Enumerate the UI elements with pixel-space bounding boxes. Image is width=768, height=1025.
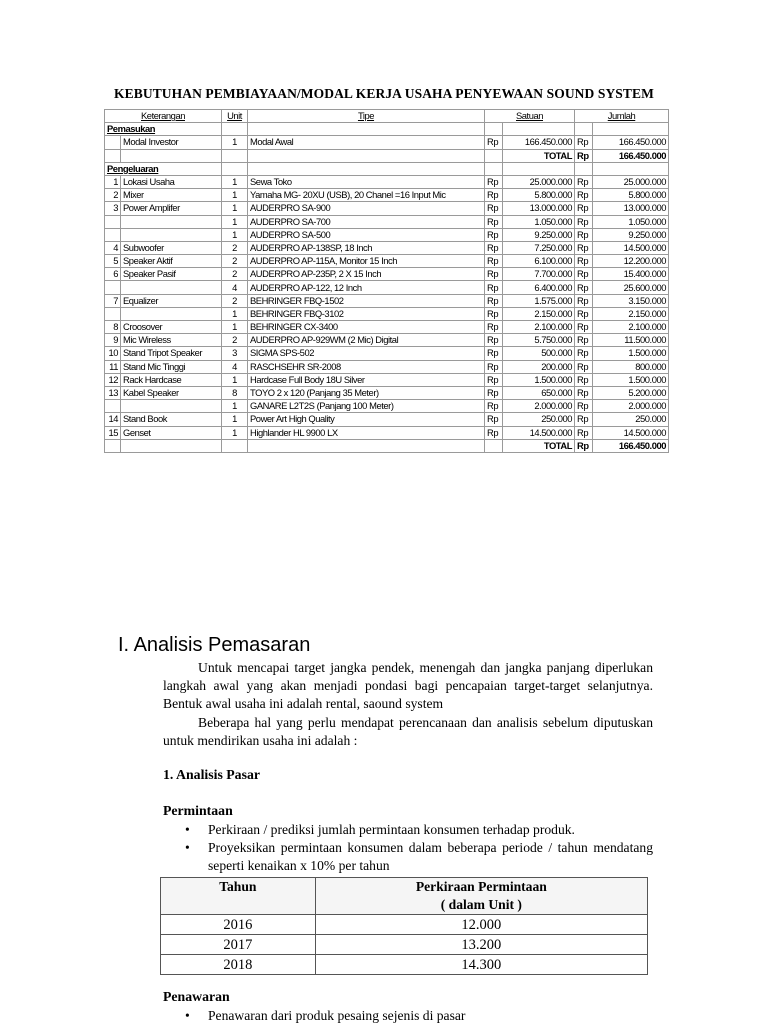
cell-rp: Rp (575, 281, 593, 294)
budget-table (104, 109, 669, 453)
list-item: • Proyeksikan permintaan konsumen dalam beberapa periode / tahun mendatang seperti kenaikan x 10% per tahun (185, 840, 653, 873)
cell-rp: Rp (575, 228, 593, 241)
cell-rp: Rp (575, 360, 593, 373)
cell-no: 8 (105, 321, 121, 334)
planning-paragraph: Beberapa hal yang perlu mendapat perencanaan dan analisis sebelum diputuskan untuk mendirikan usaha ini adalah : (163, 715, 653, 748)
cell-tipe: Power Art High Quality (248, 413, 485, 426)
cell-rp: Rp (485, 360, 503, 373)
subheading-analisis-pasar: 1. Analisis Pasar (163, 767, 260, 782)
pengeluaran-label-row (105, 162, 669, 175)
cell-rp: Rp (485, 189, 503, 202)
cell-rp: Rp (485, 400, 503, 413)
cell-rp: Rp (575, 202, 593, 215)
cell-jumlah: 1.050.000 (593, 215, 669, 228)
cell-rp: Rp (485, 294, 503, 307)
cell-rp: Rp (485, 215, 503, 228)
cell-no: 12 (105, 373, 121, 386)
cell-jumlah: 25.000.000 (593, 175, 669, 188)
cell-rp: Rp (485, 334, 503, 347)
cell-jumlah: 11.500.000 (593, 334, 669, 347)
cell-no: 6 (105, 268, 121, 281)
cell-satuan: 7.700.000 (503, 268, 575, 281)
cell-tipe: BEHRINGER FBQ-1502 (248, 294, 485, 307)
cell-satuan: 500.000 (503, 347, 575, 360)
header-jumlah: Jumlah (575, 110, 669, 123)
cell-satuan: 7.250.000 (503, 241, 575, 254)
cell-unit: 3 (222, 347, 248, 360)
cell-no: 9 (105, 334, 121, 347)
pemasukan-row (105, 136, 669, 149)
cell-rp: Rp (485, 268, 503, 281)
table-row (105, 215, 669, 228)
cell-rp: Rp (575, 136, 593, 149)
cell-rp: Rp (485, 136, 503, 149)
header-satuan: Satuan (485, 110, 575, 123)
cell-tipe: AUDERPRO AP-138SP, 18 Inch (248, 241, 485, 254)
cell-tipe: AUDERPRO SA-700 (248, 215, 485, 228)
cell-rp: Rp (575, 321, 593, 334)
header-perkiraan: Perkiraan Permintaan ( dalam Unit ) (315, 878, 647, 915)
cell-ket: Mixer (121, 189, 222, 202)
section-heading: I. Analisis Pemasaran (118, 634, 311, 656)
cell-unit: 1 (222, 373, 248, 386)
cell-jumlah: 5.800.000 (593, 189, 669, 202)
cell-satuan: 5.750.000 (503, 334, 575, 347)
cell-ket: Stand Mic Tinggi (121, 360, 222, 373)
cell-ket: Subwoofer (121, 241, 222, 254)
cell-no: 4 (105, 241, 121, 254)
cell-satuan: 13.000.000 (503, 202, 575, 215)
cell-rp: Rp (485, 255, 503, 268)
total-rp: Rp (575, 149, 593, 162)
cell-ket: Rack Hardcase (121, 373, 222, 386)
cell-rp: Rp (575, 386, 593, 399)
cell-unit: 4 (222, 360, 248, 373)
cell-ket: Stand Book (121, 413, 222, 426)
cell-unit: 1 (222, 228, 248, 241)
cell-ket: Speaker Aktif (121, 255, 222, 268)
cell-jumlah: 166.450.000 (593, 136, 669, 149)
cell-no (105, 400, 121, 413)
table-row (105, 321, 669, 334)
table-row (105, 268, 669, 281)
cell-unit: 1 (222, 175, 248, 188)
cell-ket (121, 307, 222, 320)
cell-rp: Rp (485, 373, 503, 386)
table-row (161, 935, 648, 955)
cell-rp: Rp (485, 307, 503, 320)
total-label: TOTAL (503, 439, 575, 452)
cell-satuan: 1.500.000 (503, 373, 575, 386)
cell-no (105, 281, 121, 294)
cell-rp: Rp (485, 321, 503, 334)
cell-jumlah: 14.500.000 (593, 241, 669, 254)
cell-rp: Rp (575, 307, 593, 320)
cell-satuan: 14.500.000 (503, 426, 575, 439)
table-row (105, 426, 669, 439)
cell-rp: Rp (485, 202, 503, 215)
cell-tipe: AUDERPRO SA-500 (248, 228, 485, 241)
cell-rp: Rp (575, 255, 593, 268)
cell-ket: Croosover (121, 321, 222, 334)
cell-jumlah: 2.100.000 (593, 321, 669, 334)
table-row (105, 294, 669, 307)
cell-year: 2016 (161, 915, 316, 935)
cell-tipe: AUDERPRO AP-929WM (2 Mic) Digital (248, 334, 485, 347)
header-keterangan: Keterangan (105, 110, 222, 123)
cell-jumlah: 3.150.000 (593, 294, 669, 307)
cell-no: 1 (105, 175, 121, 188)
cell-tipe: AUDERPRO AP-122, 12 Inch (248, 281, 485, 294)
header-unit: Unit (222, 110, 248, 123)
bullet-icon: • (185, 840, 190, 855)
cell-satuan: 1.575.000 (503, 294, 575, 307)
cell-satuan: 6.100.000 (503, 255, 575, 268)
cell-no: 14 (105, 413, 121, 426)
cell-unit: 1 (222, 321, 248, 334)
cell-rp: Rp (575, 400, 593, 413)
cell-rp: Rp (485, 426, 503, 439)
cell-tipe: AUDERPRO AP-235P, 2 X 15 Inch (248, 268, 485, 281)
table-row (105, 241, 669, 254)
cell-tipe: Yamaha MG- 20XU (USB), 20 Chanel =16 Input Mic (248, 189, 485, 202)
cell-unit: 1 (222, 413, 248, 426)
cell-rp: Rp (575, 413, 593, 426)
subheading-penawaran: Penawaran (163, 989, 230, 1004)
cell-unit: 1 (222, 136, 248, 149)
cell-no: 10 (105, 347, 121, 360)
pengeluaran-label: Pengeluaran (105, 162, 222, 175)
total-value: 166.450.000 (593, 149, 669, 162)
demand-table (160, 877, 648, 975)
cell-unit: 8 (222, 386, 248, 399)
cell-satuan: 2.000.000 (503, 400, 575, 413)
bullet-icon: • (185, 822, 190, 837)
cell-no: 7 (105, 294, 121, 307)
cell-rp: Rp (575, 189, 593, 202)
cell-satuan: 1.050.000 (503, 215, 575, 228)
cell-rp: Rp (485, 386, 503, 399)
cell-ket (121, 228, 222, 241)
cell-tipe: BEHRINGER FBQ-3102 (248, 307, 485, 320)
cell-ket: Stand Tripot Speaker (121, 347, 222, 360)
cell-rp: Rp (575, 294, 593, 307)
cell-satuan: 200.000 (503, 360, 575, 373)
cell-no: 13 (105, 386, 121, 399)
header-tipe: Tipe (248, 110, 485, 123)
cell-rp: Rp (485, 281, 503, 294)
cell-unit: 2 (222, 294, 248, 307)
cell-jumlah: 5.200.000 (593, 386, 669, 399)
cell-tipe: Sewa Toko (248, 175, 485, 188)
cell-jumlah: 2.150.000 (593, 307, 669, 320)
cell-tipe: RASCHSEHR SR-2008 (248, 360, 485, 373)
cell-satuan: 6.400.000 (503, 281, 575, 294)
document-title: KEBUTUHAN PEMBIAYAAN/MODAL KERJA USAHA PENYEWAAN SOUND SYSTEM (114, 86, 654, 101)
table-row (105, 175, 669, 188)
cell-unit: 2 (222, 268, 248, 281)
pengeluaran-total-row (105, 439, 669, 452)
list-item: • Perkiraan / prediksi jumlah permintaan konsumen terhadap produk. (185, 822, 575, 837)
cell-no: 5 (105, 255, 121, 268)
cell-no (105, 307, 121, 320)
cell-ket: Speaker Pasif (121, 268, 222, 281)
cell-tipe: Modal Awal (248, 136, 485, 149)
cell-tipe: Highlander HL 9900 LX (248, 426, 485, 439)
penawaran-list (163, 1007, 653, 1025)
cell-year: 2018 (161, 955, 316, 975)
permintaan-list (163, 821, 653, 875)
cell-ket: Mic Wireless (121, 334, 222, 347)
cell-satuan: 2.100.000 (503, 321, 575, 334)
demand-header-row (161, 878, 648, 915)
cell-jumlah: 1.500.000 (593, 373, 669, 386)
cell-rp: Rp (575, 334, 593, 347)
cell-satuan: 2.150.000 (503, 307, 575, 320)
subheading-permintaan: Permintaan (163, 803, 233, 818)
cell-satuan: 166.450.000 (503, 136, 575, 149)
cell-ket: Modal Investor (121, 136, 222, 149)
pemasukan-label-row (105, 123, 669, 136)
cell-jumlah: 2.000.000 (593, 400, 669, 413)
cell-rp: Rp (575, 373, 593, 386)
table-row (105, 281, 669, 294)
table-row (105, 400, 669, 413)
cell-unit: 1 (222, 307, 248, 320)
cell-rp: Rp (485, 241, 503, 254)
table-row (105, 360, 669, 373)
cell-ket (121, 281, 222, 294)
cell-ket (121, 400, 222, 413)
cell-rp: Rp (485, 413, 503, 426)
pemasukan-label: Pemasukan (105, 123, 222, 136)
cell-jumlah: 14.500.000 (593, 426, 669, 439)
total-value: 166.450.000 (593, 439, 669, 452)
pemasukan-total-row (105, 149, 669, 162)
cell-rp: Rp (575, 426, 593, 439)
cell-jumlah: 15.400.000 (593, 268, 669, 281)
cell-satuan: 25.000.000 (503, 175, 575, 188)
cell-ket (121, 215, 222, 228)
table-row (105, 202, 669, 215)
cell-satuan: 9.250.000 (503, 228, 575, 241)
cell-tipe: GANARE L2T2S (Panjang 100 Meter) (248, 400, 485, 413)
cell-jumlah: 1.500.000 (593, 347, 669, 360)
cell-satuan: 5.800.000 (503, 189, 575, 202)
table-row (105, 255, 669, 268)
table-row (105, 189, 669, 202)
cell-unit: 1 (222, 189, 248, 202)
cell-no (105, 215, 121, 228)
cell-ket: Kabel Speaker (121, 386, 222, 399)
cell-jumlah: 25.600.000 (593, 281, 669, 294)
cell-jumlah: 800.000 (593, 360, 669, 373)
table-row (105, 228, 669, 241)
cell-rp: Rp (575, 268, 593, 281)
cell-tipe: BEHRINGER CX-3400 (248, 321, 485, 334)
intro-paragraph: Untuk mencapai target jangka pendek, menengah dan jangka panjang diperlukan langkah awal yang akan menjadi pondasi bagi pencapaian target-target selanjutnya. Bentuk awal usaha ini adalah rental, saound system (163, 660, 653, 711)
cell-ket: Power Amplifer (121, 202, 222, 215)
cell-rp: Rp (485, 175, 503, 188)
cell-rp: Rp (485, 347, 503, 360)
table-row (105, 307, 669, 320)
table-row (105, 413, 669, 426)
cell-no: 15 (105, 426, 121, 439)
cell-tipe: AUDERPRO AP-115A, Monitor 15 Inch (248, 255, 485, 268)
cell-rp: Rp (485, 228, 503, 241)
cell-no (105, 228, 121, 241)
cell-unit: 2 (222, 255, 248, 268)
cell-rp: Rp (575, 215, 593, 228)
cell-demand: 12.000 (315, 915, 647, 935)
table-row (105, 334, 669, 347)
cell-unit: 1 (222, 426, 248, 439)
total-label: TOTAL (503, 149, 575, 162)
cell-unit: 4 (222, 281, 248, 294)
table-row (105, 347, 669, 360)
cell-ket: Genset (121, 426, 222, 439)
table-row (161, 915, 648, 935)
cell-no: 3 (105, 202, 121, 215)
table-header-row (105, 110, 669, 123)
cell-tipe: AUDERPRO SA-900 (248, 202, 485, 215)
cell-jumlah: 13.000.000 (593, 202, 669, 215)
cell-satuan: 250.000 (503, 413, 575, 426)
cell-rp: Rp (575, 241, 593, 254)
cell-tipe: TOYO 2 x 120 (Panjang 35 Meter) (248, 386, 485, 399)
table-row (105, 373, 669, 386)
header-tahun: Tahun (161, 878, 316, 915)
table-row (161, 955, 648, 975)
cell-demand: 13.200 (315, 935, 647, 955)
cell-jumlah: 9.250.000 (593, 228, 669, 241)
cell-jumlah: 12.200.000 (593, 255, 669, 268)
cell-unit: 2 (222, 241, 248, 254)
list-item: • Penawaran dari produk pesaing sejenis di pasar (185, 1008, 466, 1023)
total-rp: Rp (575, 439, 593, 452)
cell-satuan: 650.000 (503, 386, 575, 399)
cell-unit: 2 (222, 334, 248, 347)
table-row (105, 386, 669, 399)
cell-jumlah: 250.000 (593, 413, 669, 426)
cell-no: 2 (105, 189, 121, 202)
cell-rp: Rp (575, 175, 593, 188)
cell-unit: 1 (222, 400, 248, 413)
cell-tipe: SIGMA SPS-502 (248, 347, 485, 360)
bullet-icon: • (185, 1008, 190, 1023)
cell-year: 2017 (161, 935, 316, 955)
cell-demand: 14.300 (315, 955, 647, 975)
cell-unit: 1 (222, 215, 248, 228)
cell-unit: 1 (222, 202, 248, 215)
cell-rp: Rp (575, 347, 593, 360)
cell-ket: Lokasi Usaha (121, 175, 222, 188)
cell-no: 11 (105, 360, 121, 373)
cell-tipe: Hardcase Full Body 18U Silver (248, 373, 485, 386)
cell-ket: Equalizer (121, 294, 222, 307)
